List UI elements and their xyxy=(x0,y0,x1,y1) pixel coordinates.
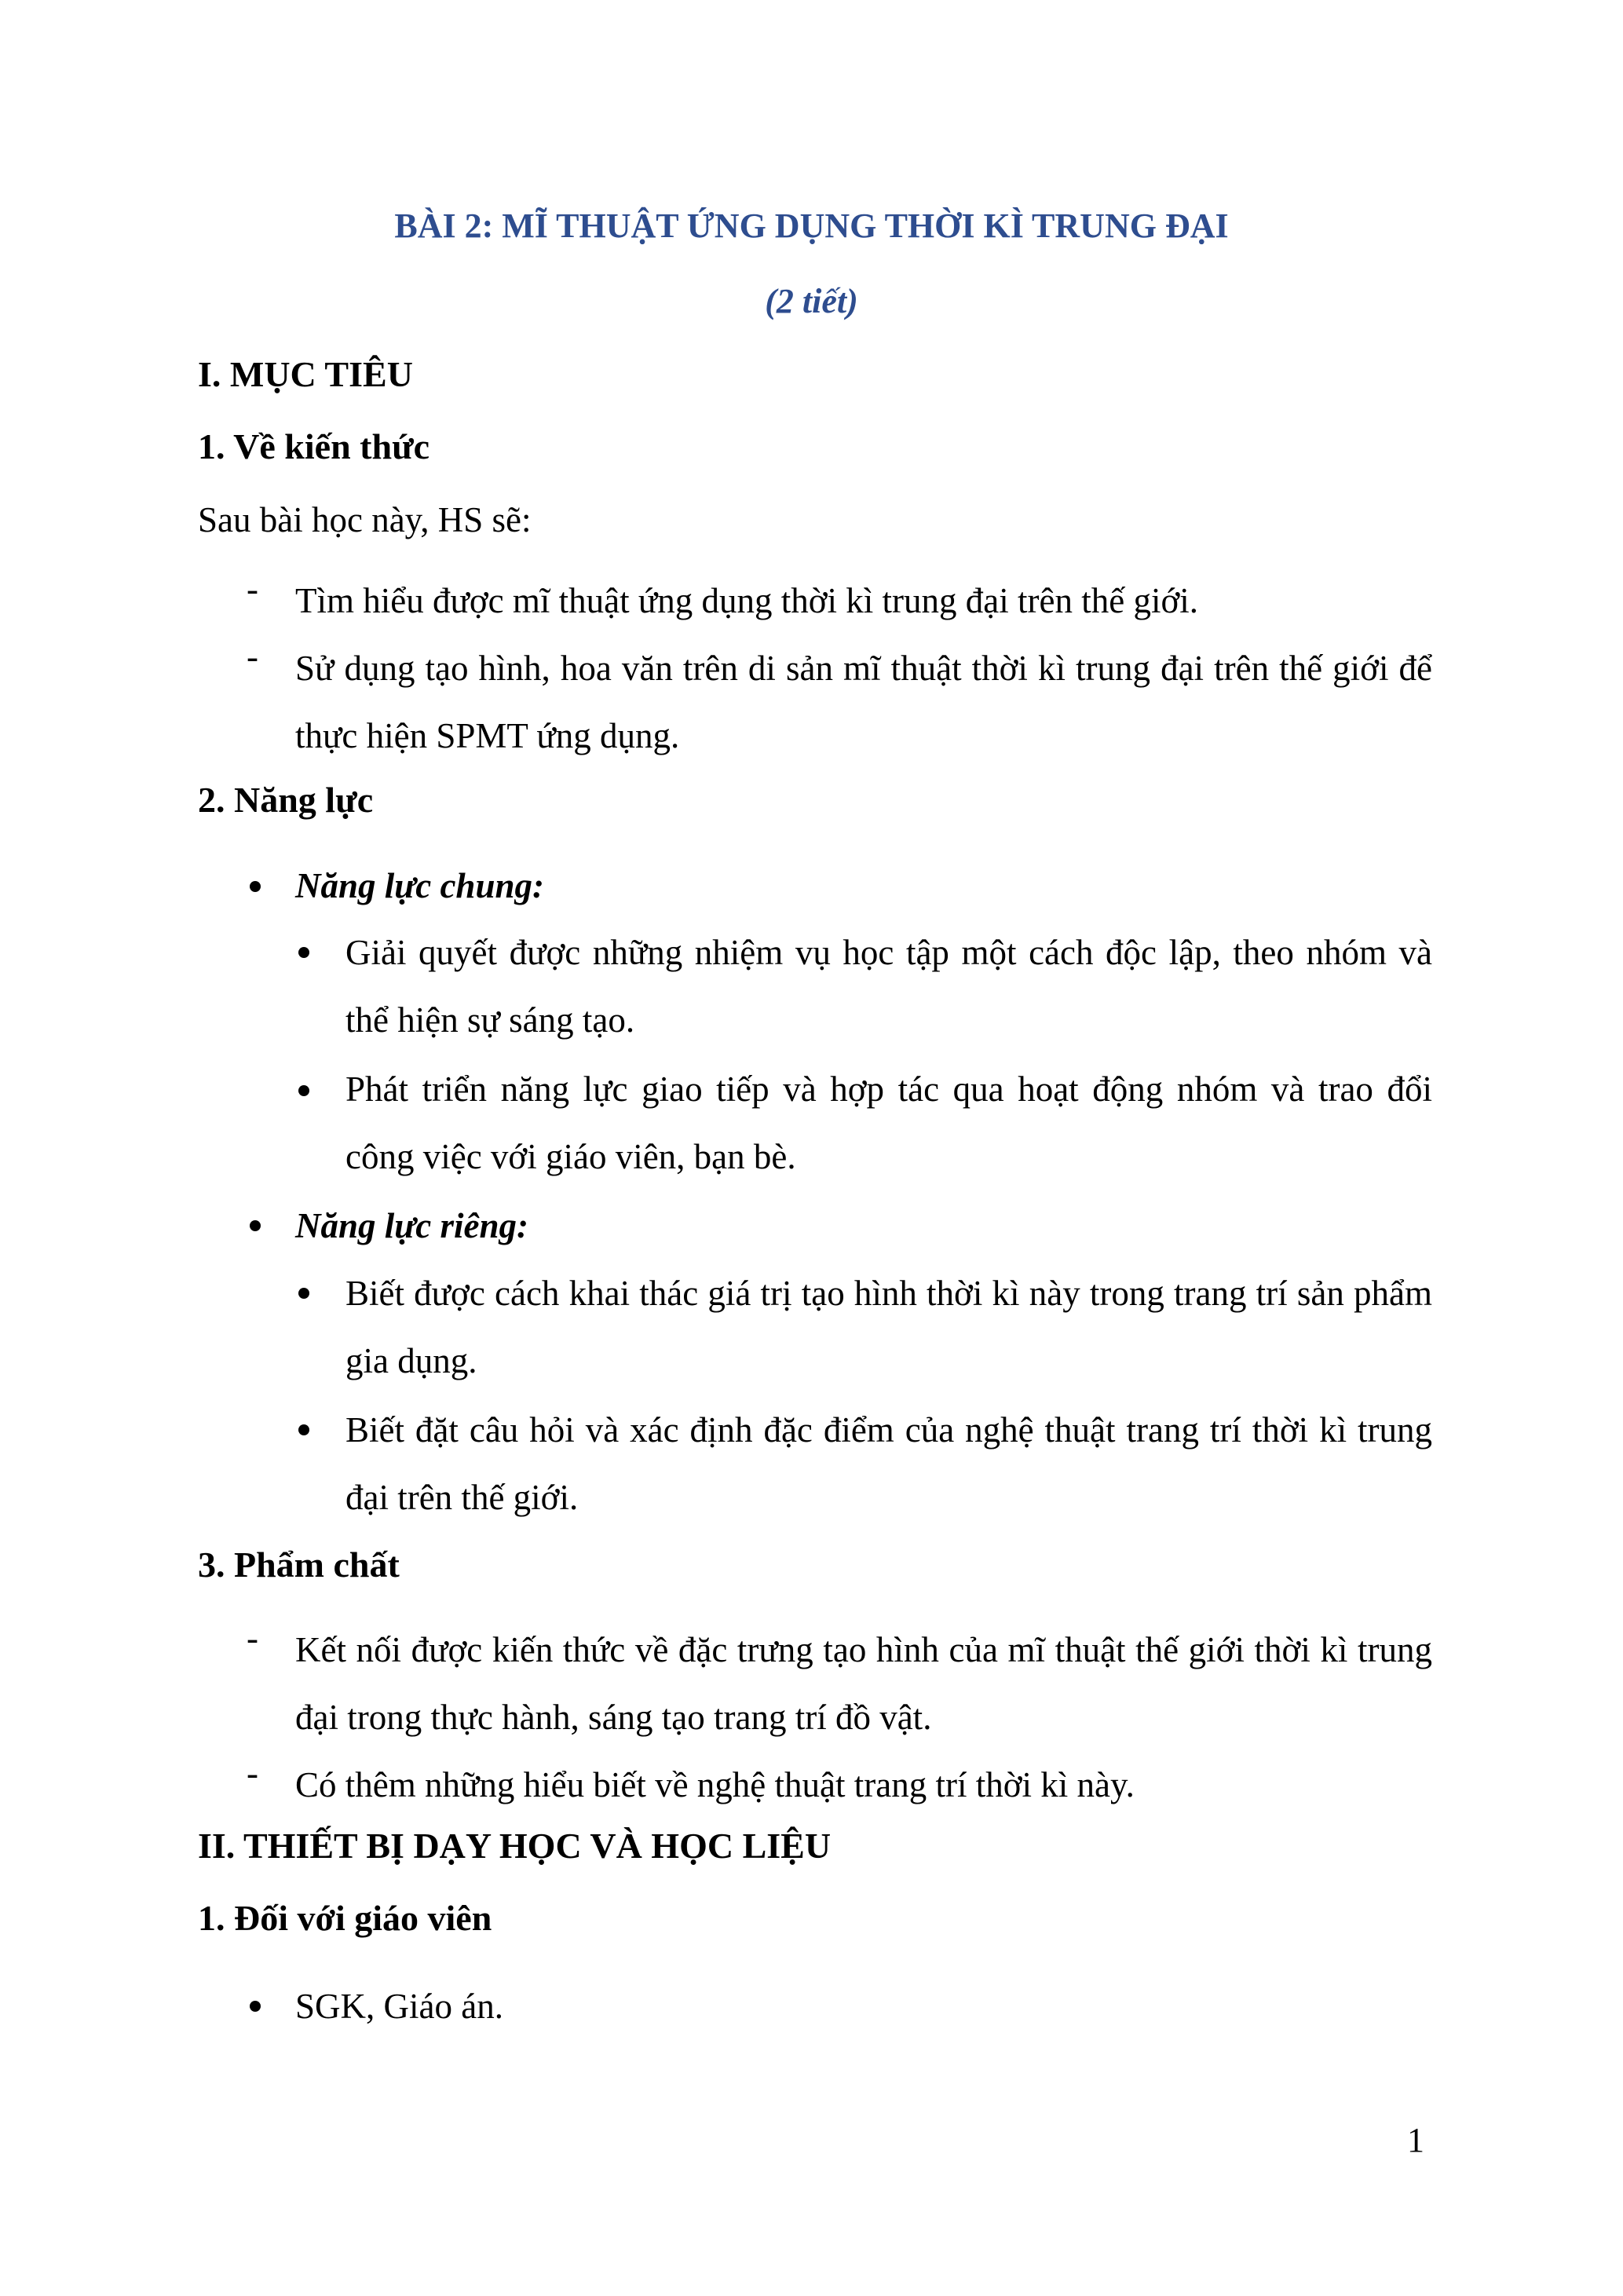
teacher-heading: 1. Đối với giáo viên xyxy=(198,1898,492,1938)
general-competence-item: Phát triển năng lực giao tiếp và hợp tác qua hoạt động nhóm và trao đổi công việc với giáo viên, bạn bè. xyxy=(345,1069,1432,1176)
lesson-subtitle: (2 tiết) xyxy=(765,282,858,320)
bullet-icon xyxy=(298,1085,309,1096)
dash-marker: - xyxy=(247,569,258,609)
dash-marker: - xyxy=(247,637,258,676)
bullet-icon xyxy=(250,881,261,892)
section-equipment-heading: II. THIẾT BỊ DẠY HỌC VÀ HỌC LIỆU xyxy=(198,1826,832,1866)
teacher-item: SGK, Giáo án. xyxy=(295,1987,503,2026)
knowledge-item: Tìm hiểu được mĩ thuật ứng dụng thời kì trung đại trên thế giới. xyxy=(295,581,1199,620)
qualities-item: Có thêm những hiểu biết về nghệ thuật trang trí thời kì này. xyxy=(295,1765,1135,1804)
page-number: 1 xyxy=(1407,2121,1424,2159)
specific-competence-item: Biết được cách khai thác giá trị tạo hình thời kì này trong trang trí sản phẩm gia dụng. xyxy=(345,1274,1432,1380)
general-competence-label: Năng lực chung: xyxy=(295,866,544,905)
knowledge-item: Sử dụng tạo hình, hoa văn trên di sản mĩ thuật thời kì trung đại trên thế giới để thực hiện SPMT ứng dụng. xyxy=(295,649,1432,755)
bullet-icon xyxy=(250,1220,261,1231)
knowledge-heading: 1. Về kiến thức xyxy=(198,426,430,466)
bullet-icon xyxy=(298,1424,309,1435)
specific-competence-item: Biết đặt câu hỏi và xác định đặc điểm của nghệ thuật trang trí thời kì trung đại trên thế giới. xyxy=(345,1410,1432,1517)
bullet-icon xyxy=(298,1288,309,1299)
bullet-icon xyxy=(250,2001,261,2012)
knowledge-intro: Sau bài học này, HS sẽ: xyxy=(198,500,532,539)
bullet-icon xyxy=(298,947,309,958)
qualities-heading: 3. Phẩm chất xyxy=(198,1545,400,1585)
competence-heading: 2. Năng lực xyxy=(198,780,374,820)
dash-marker: - xyxy=(247,1618,258,1658)
lesson-title: BÀI 2: MĨ THUẬT ỨNG DỤNG THỜI KÌ TRUNG ĐẠI xyxy=(394,207,1229,245)
dash-marker: - xyxy=(247,1753,258,1793)
general-competence-item: Giải quyết được những nhiệm vụ học tập một cách độc lập, theo nhóm và thể hiện sự sáng tạo. xyxy=(345,933,1432,1040)
qualities-item: Kết nối được kiến thức về đặc trưng tạo hình của mĩ thuật thế giới thời kì trung đại trong thực hành, sáng tạo trang trí đồ vật. xyxy=(295,1630,1432,1737)
section-objectives-heading: I. MỤC TIÊU xyxy=(198,354,413,394)
specific-competence-label: Năng lực riêng: xyxy=(295,1206,528,1245)
